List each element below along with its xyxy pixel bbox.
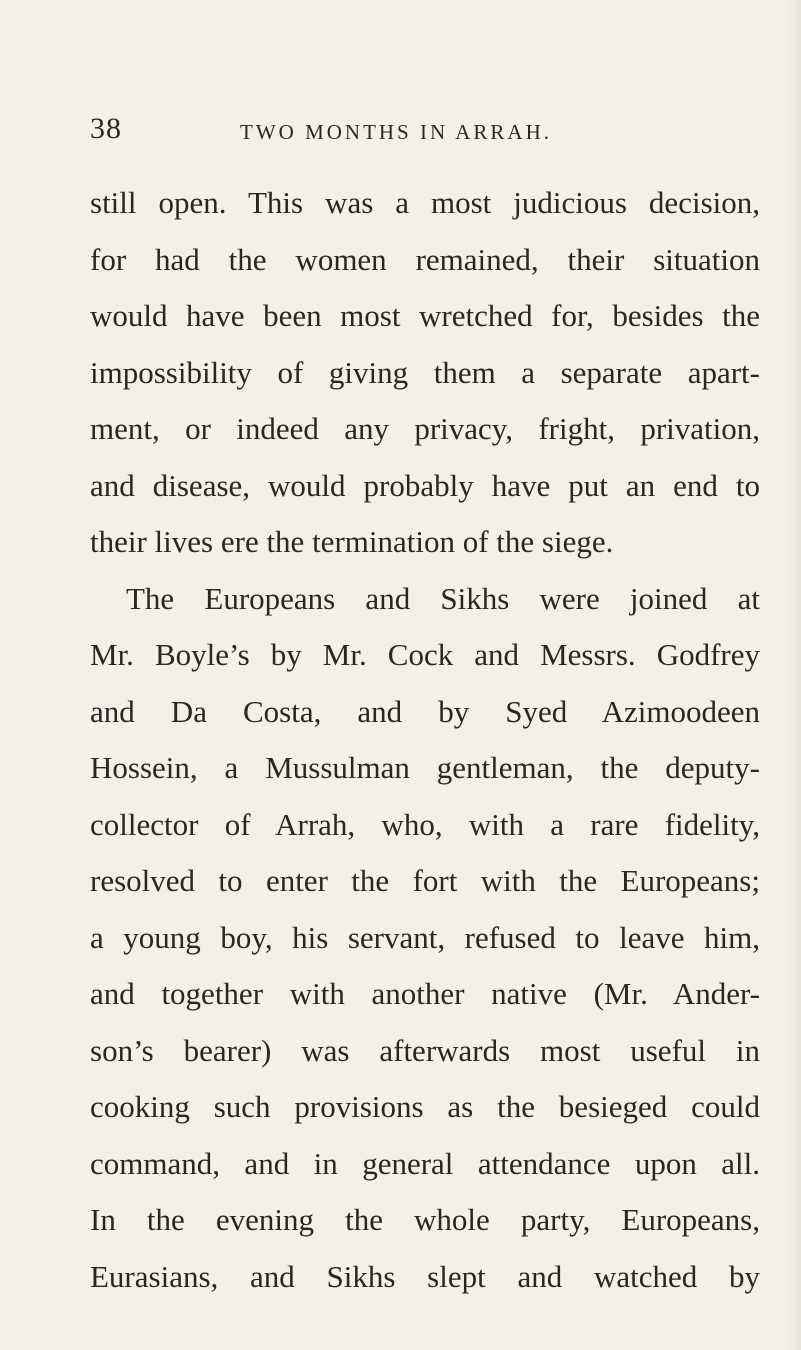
page-number: 38 (90, 112, 122, 145)
text-line: cooking such provisions as the besieged could (90, 1089, 760, 1124)
text-line: would have been most wretched for, besides the (90, 298, 760, 333)
text-line: Eurasians, and Sikhs slept and watched by (90, 1258, 760, 1294)
body-text (90, 175, 760, 1305)
text-line: and disease, would probably have put an end to (90, 467, 760, 503)
text-line: resolved to enter the fort with the Europeans; (90, 863, 760, 898)
text-line: ment, or indeed any privacy, fright, privation, (90, 411, 760, 446)
text-line: still open. This was a most judicious decision, (90, 185, 760, 220)
text-line: and together with another native (Mr. Ander- (90, 976, 760, 1011)
text-line: impossibility of giving them a separate apart- (90, 354, 760, 390)
text-line: In the evening the whole party, Europeans, (90, 1202, 760, 1237)
text-line: a young boy, his servant, refused to leave him, (90, 919, 760, 955)
text-line: command, and in general attendance upon all. (90, 1145, 760, 1181)
text-line: Mr. Boyle’s by Mr. Cock and Messrs. Godfrey (90, 637, 760, 672)
text-line: Hossein, a Mussulman gentleman, the deputy- (90, 750, 760, 785)
paragraph-start-line: The Europeans and Sikhs were joined at (126, 580, 760, 616)
text-line: son’s bearer) was afterwards most useful in (90, 1032, 760, 1068)
text-line: and Da Costa, and by Syed Azimoodeen (90, 693, 760, 729)
running-title: TWO MONTHS IN ARRAH. (240, 120, 552, 144)
running-head (90, 112, 730, 152)
text-line: collector of Arrah, who, with a rare fidelity, (90, 806, 760, 842)
text-line: for had the women remained, their situation (90, 241, 760, 277)
page-edge-shadow (787, 0, 801, 1350)
text-line: their lives ere the termination of the siege. (90, 524, 614, 559)
